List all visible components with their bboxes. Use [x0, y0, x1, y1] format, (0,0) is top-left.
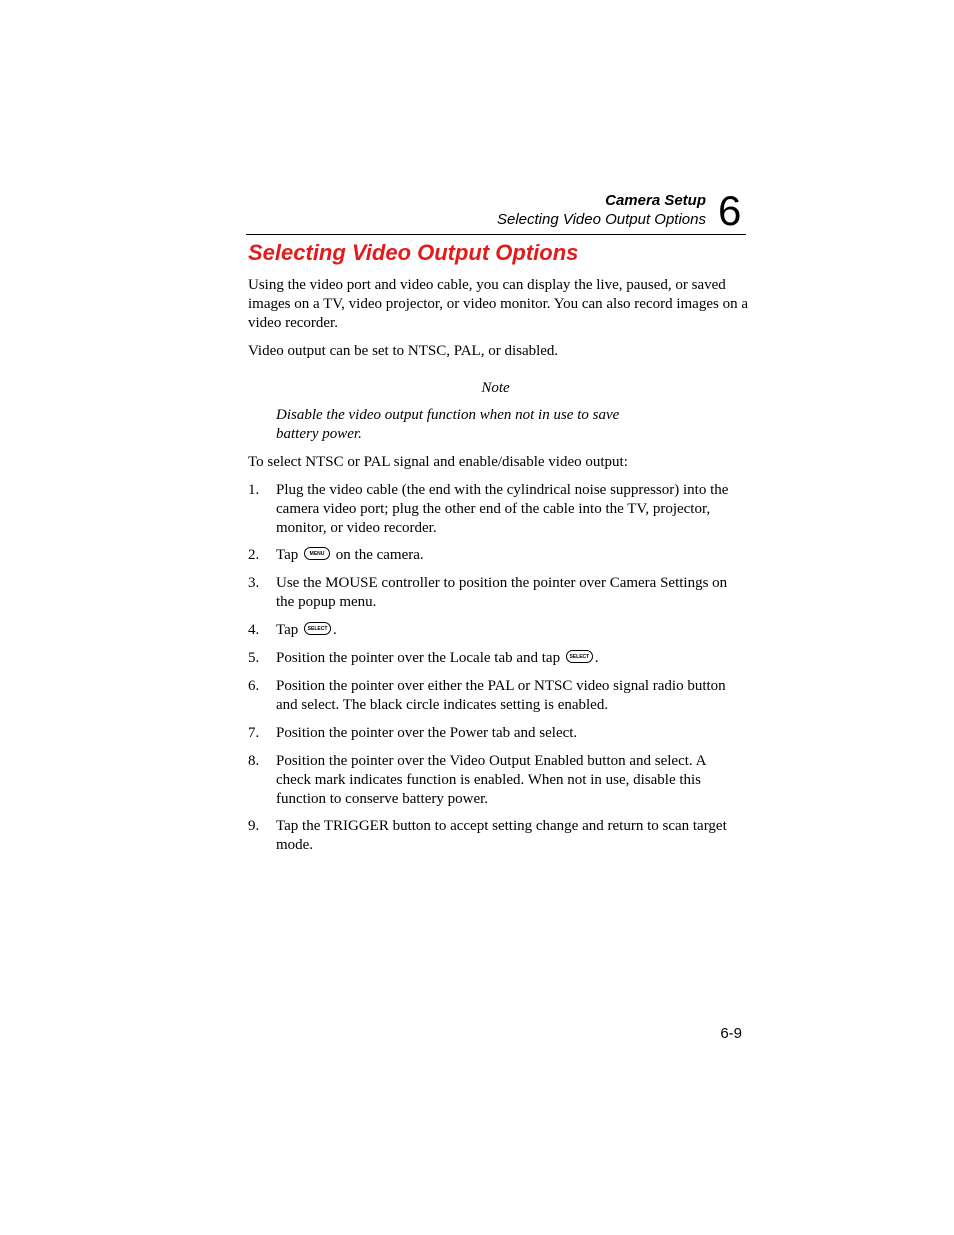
step-text: Tap the TRIGGER button to accept setting change and return to scan target mode.: [276, 818, 727, 853]
header-chapter-title: Camera Setup: [605, 192, 706, 209]
step-number: 5.: [248, 650, 260, 666]
step-number: 9.: [248, 818, 260, 834]
step-text: Position the pointer over either the PAL or NTSC video signal radio button and select. The black circle indicates setting is enabled.: [276, 678, 726, 713]
step-number: 8.: [248, 753, 260, 769]
step-text: Position the pointer over the Power tab and select.: [276, 725, 578, 741]
step-text: Position the pointer over the Locale tab and tap SELECT .: [276, 650, 599, 666]
step-text: Position the pointer over the Video Output Enabled button and select. A check mark indicates function is enabled. When not in use, disable this function to conserve battery power.: [276, 753, 706, 807]
step-text: Tap SELECT .: [276, 622, 337, 638]
step-text: Tap MENU on the camera.: [276, 547, 424, 563]
select-key-icon: SELECT: [566, 650, 593, 663]
note-label: Note: [481, 380, 510, 396]
menu-key-icon: MENU: [304, 547, 330, 560]
step-number: 3.: [248, 575, 260, 591]
step-number: 2.: [248, 547, 260, 563]
header-section-title: Selecting Video Output Options: [496, 211, 706, 228]
step-number: 6.: [248, 678, 260, 694]
chapter-number: 6: [718, 187, 742, 234]
note-text: Disable the video output function when not in use to save battery power.: [276, 407, 620, 442]
page-number: 6-9: [720, 1025, 742, 1042]
intro-paragraph: Video output can be set to NTSC, PAL, or disabled.: [248, 343, 559, 359]
step-text: Plug the video cable (the end with the cylindrical noise suppressor) into the camera video port; plug the other end of the cable into the TV, projector, monitor, or video recorder.: [276, 482, 729, 536]
step-number: 4.: [248, 622, 260, 638]
step-number: 7.: [248, 725, 260, 741]
step-text: Use the MOUSE controller to position the pointer over Camera Settings on the popup menu.: [276, 575, 728, 610]
lead-in-paragraph: To select NTSC or PAL signal and enable/disable video output:: [248, 454, 628, 470]
select-key-icon: SELECT: [304, 622, 331, 635]
intro-paragraph: Using the video port and video cable, you can display the live, paused, or saved images on a TV, video projector, or video monitor. You can also record images on a video recorder.: [248, 277, 748, 331]
header-rule: [246, 234, 746, 235]
page-title: Selecting Video Output Options: [248, 240, 579, 265]
step-number: 1.: [248, 482, 260, 498]
